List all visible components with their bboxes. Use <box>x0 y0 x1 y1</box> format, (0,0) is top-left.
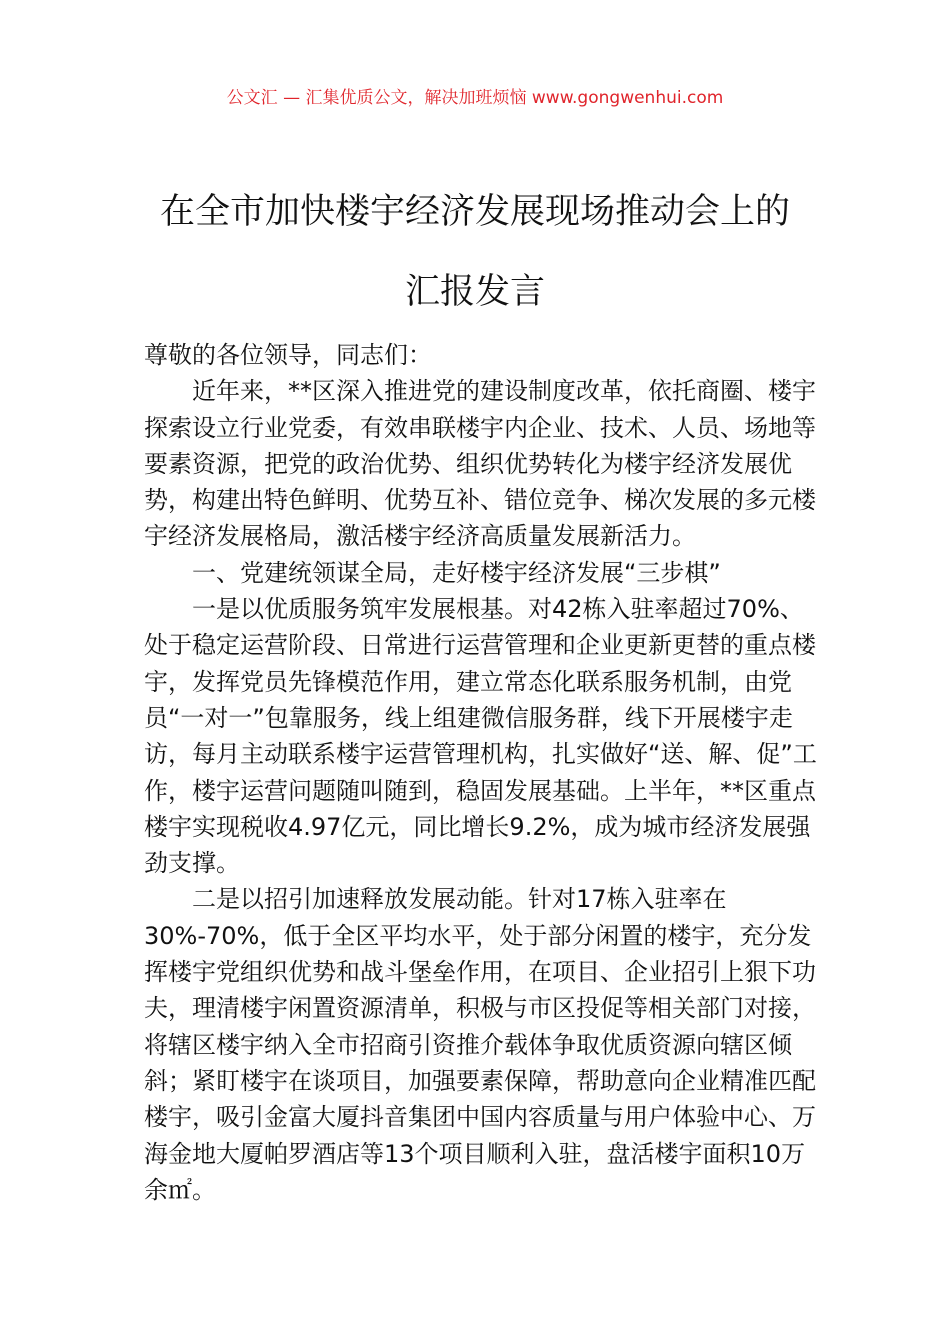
paragraph-intro: 近年来，**区深入推进党的建设制度改革，依托商圈、楼宇探索设立行业党委，有效串联楼宇内企业、技术、人员、场地等要素资源，把党的政治优势、组织优势转化为楼宇经济发展优势，构建出特色鲜明、优势互补、错位竞争、梯次发展的多元楼宇经济发展格局，激活楼宇经济高质量发展新活力。 <box>144 377 816 551</box>
section-heading-1: 一、党建统领谋全局，走好楼宇经济发展“三步棋” <box>192 558 721 587</box>
document-body <box>144 337 824 1208</box>
title-line-1: 在全市加快楼宇经济发展现场推动会上的 <box>159 192 790 232</box>
salutation: 尊敬的各位领导，同志们： <box>144 341 432 369</box>
document-title <box>100 172 850 332</box>
paragraph-point-2: 二是以招引加速释放发展动能。针对17栋入驻率在30%-70%，低于全区平均水平，处于部分闲置的楼宇，充分发挥楼宇党组织优势和战斗堡垒作用，在项目、企业招引上狠下功夫，理清楼宇闲置资源清单，积极与市区投促等相关部门对接，将辖区楼宇纳入全市招商引资推介载体争取优质资源向辖区倾斜；紧盯楼宇在谈项目，加强要素保障，帮助意向企业精准匹配楼宇，吸引金富大厦抖音集团中国内容质量与用户体验中心、万海金地大厦帕罗酒店等13个项目顺利入驻，盘活楼宇面积10万余㎡。 <box>144 885 816 1204</box>
paragraph-point-1: 一是以优质服务筑牢发展根基。对42栋入驻率超过70%、处于稳定运营阶段、日常进行运营管理和企业更新更替的重点楼宇，发挥党员先锋模范作用，建立常态化联系服务机制，由党员“一对一”包靠服务，线上组建微信服务群，线下开展楼宇走访，每月主动联系楼宇运营管理机构，扎实做好“送、解、促”工作，楼宇运营问题随叫随到，稳固发展基础。上半年，**区重点楼宇实现税收4.97亿元，同比增长9.2%，成为城市经济发展强劲支撑。 <box>144 595 817 878</box>
site-header-banner: 公文汇 — 汇集优质公文，解决加班烦恼 www.gongwenhui.com <box>226 88 724 108</box>
title-line-2: 汇报发言 <box>404 272 545 312</box>
